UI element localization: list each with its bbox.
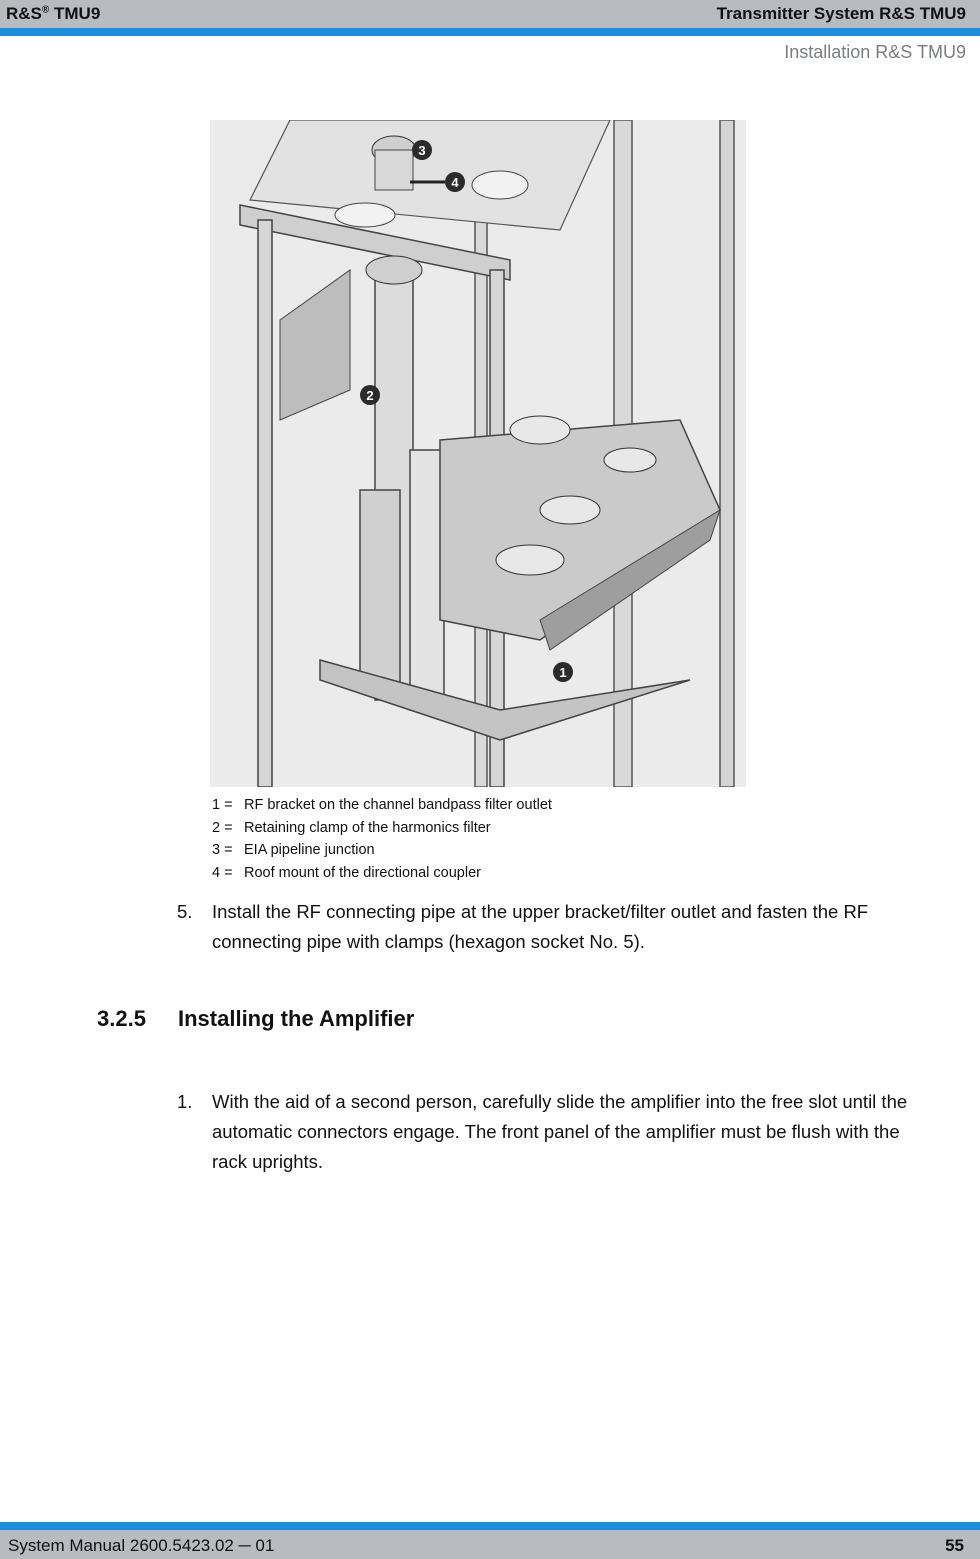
callout-1-label: 1	[559, 665, 567, 680]
section-heading	[97, 1006, 414, 1032]
callout-3	[412, 140, 432, 160]
step-text: Install the RF connecting pipe at the upper bracket/filter outlet and fasten the RF connecting pipe with clamps (hexagon socket No. 5).	[212, 901, 869, 952]
figure-legend	[212, 794, 552, 884]
callout-4-label: 4	[451, 175, 459, 190]
section-title-text: Installing the Amplifier	[178, 1006, 415, 1031]
callout-2-label: 2	[366, 388, 374, 403]
legend-item: 2 = Retaining clamp of the harmonics filter	[212, 819, 491, 836]
step-text: With the aid of a second person, carefully slide the amplifier into the free slot until the automatic connectors engage. The front panel of the amplifier must be flush with the rack uprights.	[212, 1091, 908, 1172]
header-title: Transmitter System R&S TMU9	[716, 4, 966, 23]
legend-item: 1 = RF bracket on the channel bandpass filter outlet	[212, 797, 552, 813]
rack-illustration	[210, 120, 746, 787]
installation-figure	[210, 120, 746, 787]
header-section: Installation R&S TMU9	[784, 42, 966, 62]
callout-1	[553, 662, 573, 682]
footer-manual-id: System Manual 2600.5423.02 ─ 01	[8, 1536, 275, 1555]
step-number: 5.	[177, 901, 193, 922]
step-number: 1.	[177, 1091, 193, 1112]
section-number: 3.2.5	[97, 1006, 146, 1031]
callout-2	[360, 385, 380, 405]
callout-3-label: 3	[418, 143, 426, 158]
page-number: 55	[945, 1536, 964, 1555]
step-1	[177, 1087, 977, 1179]
header-product: R&S® TMU9	[6, 4, 101, 23]
step-5	[177, 897, 967, 959]
legend-item: 3 = EIA pipeline junction	[212, 842, 375, 858]
footer-accent-line	[0, 1522, 980, 1530]
header-accent-line	[0, 28, 980, 36]
legend-item: 4 = Roof mount of the directional coupler	[212, 864, 481, 881]
